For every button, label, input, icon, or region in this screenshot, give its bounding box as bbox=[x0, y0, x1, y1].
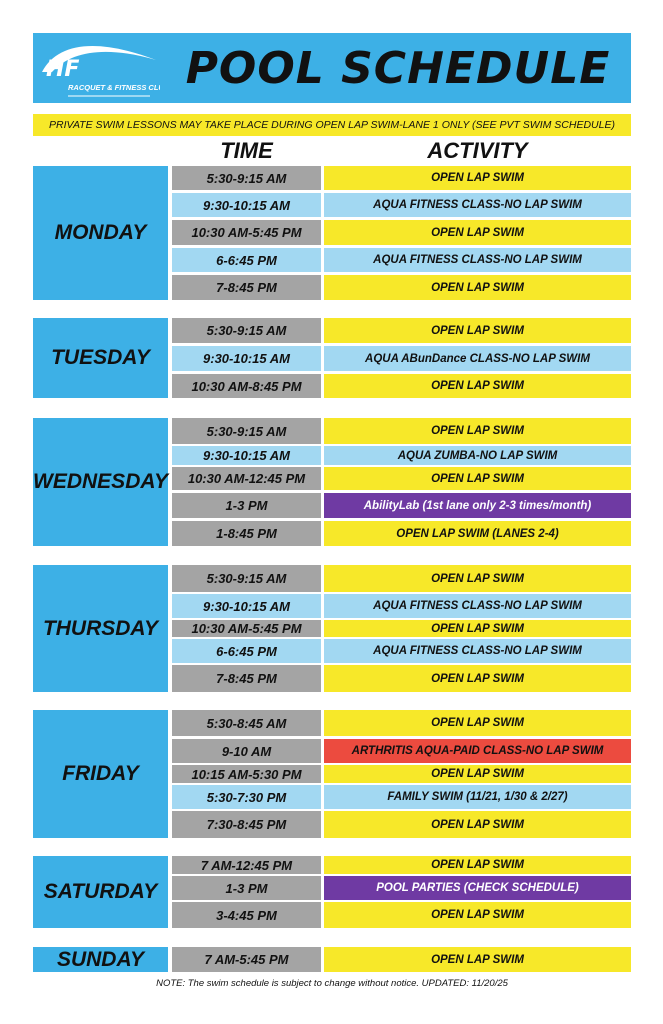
time-cell: 7 AM-5:45 PM bbox=[172, 947, 321, 972]
time-cell: 5:30-9:15 AM bbox=[172, 166, 321, 190]
day-label-tuesday: TUESDAY bbox=[33, 318, 168, 398]
activity-cell: AQUA FITNESS CLASS-NO LAP SWIM bbox=[324, 639, 631, 663]
time-cell: 5:30-7:30 PM bbox=[172, 785, 321, 809]
time-cell: 7-8:45 PM bbox=[172, 275, 321, 300]
activity-cell: AQUA ZUMBA-NO LAP SWIM bbox=[324, 446, 631, 465]
time-cell: 10:30 AM-5:45 PM bbox=[172, 220, 321, 245]
activity-cell: OPEN LAP SWIM bbox=[324, 166, 631, 190]
activity-cell: FAMILY SWIM (11/21, 1/30 & 2/27) bbox=[324, 785, 631, 809]
activity-cell: AQUA FITNESS CLASS-NO LAP SWIM bbox=[324, 248, 631, 272]
day-label-monday: MONDAY bbox=[33, 166, 168, 300]
day-label-wednesday: WEDNESDAY bbox=[33, 418, 168, 546]
activity-column-header: ACTIVITY bbox=[427, 138, 528, 163]
activity-cell: OPEN LAP SWIM (LANES 2-4) bbox=[324, 521, 631, 546]
time-cell: 7:30-8:45 PM bbox=[172, 811, 321, 838]
time-cell: 9:30-10:15 AM bbox=[172, 594, 321, 618]
activity-cell: OPEN LAP SWIM bbox=[324, 374, 631, 398]
activity-cell: OPEN LAP SWIM bbox=[324, 710, 631, 736]
time-cell: 10:30 AM-5:45 PM bbox=[172, 620, 321, 637]
time-cell: 5:30-9:15 AM bbox=[172, 418, 321, 444]
activity-cell: OPEN LAP SWIM bbox=[324, 275, 631, 300]
activity-cell: AQUA FITNESS CLASS-NO LAP SWIM bbox=[324, 594, 631, 618]
activity-cell: POOL PARTIES (CHECK SCHEDULE) bbox=[324, 876, 631, 900]
activity-cell: OPEN LAP SWIM bbox=[324, 620, 631, 637]
time-column-header: TIME bbox=[220, 138, 273, 163]
activity-cell: OPEN LAP SWIM bbox=[324, 856, 631, 874]
private-lessons-notice: PRIVATE SWIM LESSONS MAY TAKE PLACE DURING OPEN LAP SWIM-LANE 1 ONLY (SEE PVT SWIM SCHEDULE) bbox=[33, 114, 631, 136]
activity-cell: OPEN LAP SWIM bbox=[324, 947, 631, 972]
time-cell: 10:30 AM-8:45 PM bbox=[172, 374, 321, 398]
activity-cell: OPEN LAP SWIM bbox=[324, 418, 631, 444]
time-cell: 10:15 AM-5:30 PM bbox=[172, 765, 321, 783]
time-cell: 5:30-9:15 AM bbox=[172, 318, 321, 343]
schedule-footnote: NOTE: The swim schedule is subject to change without notice. UPDATED: 11/20/25 bbox=[156, 977, 508, 989]
day-label-sunday: SUNDAY bbox=[33, 947, 168, 972]
time-cell: 3-4:45 PM bbox=[172, 902, 321, 928]
time-cell: 9-10 AM bbox=[172, 739, 321, 763]
svg-text:HF: HF bbox=[46, 57, 80, 82]
activity-cell: OPEN LAP SWIM bbox=[324, 765, 631, 783]
time-cell: 9:30-10:15 AM bbox=[172, 446, 321, 465]
activity-cell: OPEN LAP SWIM bbox=[324, 467, 631, 490]
time-cell: 10:30 AM-12:45 PM bbox=[172, 467, 321, 490]
time-cell: 1-3 PM bbox=[172, 876, 321, 900]
activity-cell: AbilityLab (1st lane only 2-3 times/month) bbox=[324, 493, 631, 518]
svg-text:RACQUET & FITNESS CLUB: RACQUET & FITNESS CLUB bbox=[68, 83, 160, 92]
time-cell: 7 AM-12:45 PM bbox=[172, 856, 321, 874]
activity-cell: AQUA ABunDance CLASS-NO LAP SWIM bbox=[324, 346, 631, 371]
activity-cell: OPEN LAP SWIM bbox=[324, 565, 631, 592]
time-cell: 1-8:45 PM bbox=[172, 521, 321, 546]
time-cell: 9:30-10:15 AM bbox=[172, 193, 321, 217]
time-cell: 6-6:45 PM bbox=[172, 639, 321, 663]
page-title: POOL SCHEDULE bbox=[185, 42, 611, 94]
time-cell: 6-6:45 PM bbox=[172, 248, 321, 272]
day-label-friday: FRIDAY bbox=[33, 710, 168, 838]
club-logo bbox=[38, 38, 160, 100]
time-cell: 7-8:45 PM bbox=[172, 665, 321, 692]
time-cell: 1-3 PM bbox=[172, 493, 321, 518]
activity-cell: OPEN LAP SWIM bbox=[324, 902, 631, 928]
time-cell: 9:30-10:15 AM bbox=[172, 346, 321, 371]
activity-cell: OPEN LAP SWIM bbox=[324, 811, 631, 838]
time-cell: 5:30-9:15 AM bbox=[172, 565, 321, 592]
activity-cell: ARTHRITIS AQUA-PAID CLASS-NO LAP SWIM bbox=[324, 739, 631, 763]
day-label-thursday: THURSDAY bbox=[33, 565, 168, 692]
activity-cell: OPEN LAP SWIM bbox=[324, 220, 631, 245]
time-cell: 5:30-8:45 AM bbox=[172, 710, 321, 736]
activity-cell: AQUA FITNESS CLASS-NO LAP SWIM bbox=[324, 193, 631, 217]
activity-cell: OPEN LAP SWIM bbox=[324, 665, 631, 692]
hf-logo-icon bbox=[38, 38, 160, 100]
day-label-saturday: SATURDAY bbox=[33, 856, 168, 928]
activity-cell: OPEN LAP SWIM bbox=[324, 318, 631, 343]
